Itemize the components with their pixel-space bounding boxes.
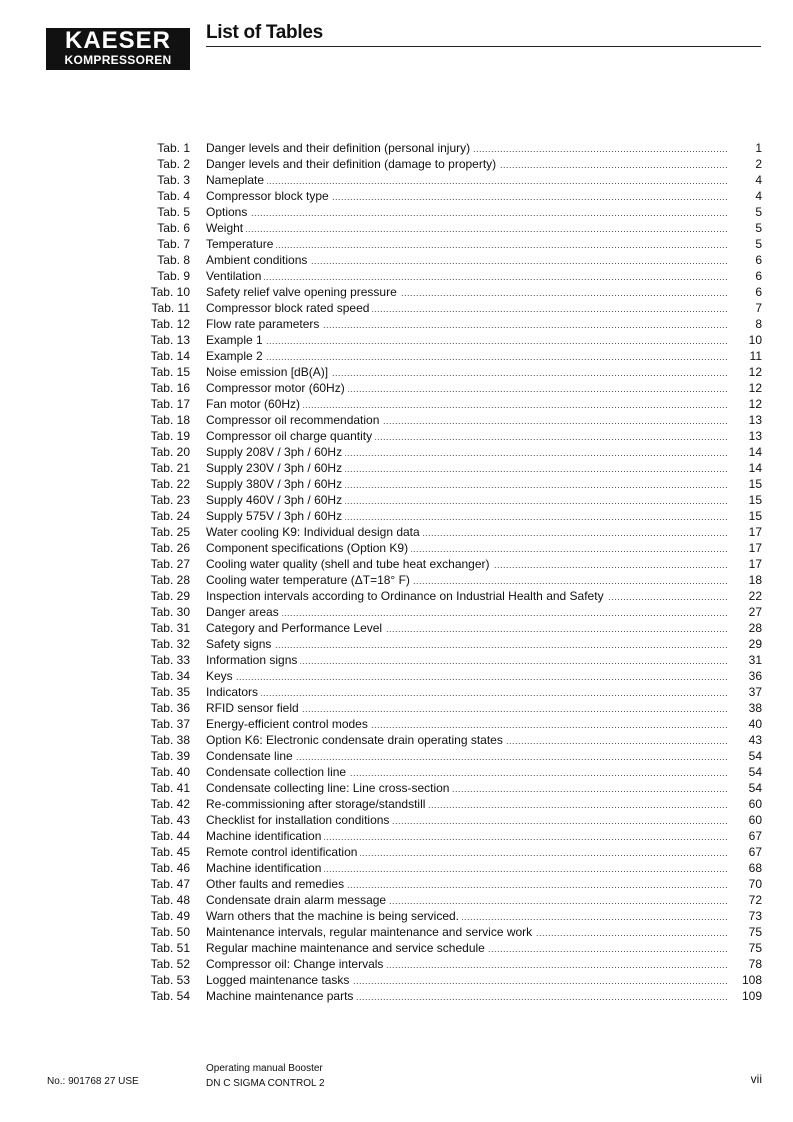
table-title: Ventilation [206,268,264,284]
table-number: Tab. 29 [150,589,190,603]
page-ref: 36 [748,669,762,683]
table-title: Machine identification [206,860,324,876]
toc-entry[interactable] [0,236,793,252]
table-number: Tab. 2 [157,157,190,171]
table-title: Other faults and remedies [206,876,347,892]
table-title: Warn others that the machine is being serviced. [206,908,462,924]
toc-entry[interactable] [0,700,793,716]
toc-entry[interactable] [0,316,793,332]
toc-entry[interactable] [0,508,793,524]
toc-entry[interactable] [0,188,793,204]
table-number: Tab. 43 [150,813,190,827]
toc-entry[interactable] [0,156,793,172]
table-title: Regular machine maintenance and service schedule [206,940,488,956]
page-ref: 15 [748,509,762,523]
toc-entry[interactable] [0,748,793,764]
table-title: Danger areas [206,604,282,620]
toc-entry[interactable] [0,972,793,988]
page-ref: 40 [748,717,762,731]
table-number: Tab. 36 [150,701,190,715]
table-title: Information signs [206,652,300,668]
page-ref: 109 [741,989,762,1003]
page-number: vii [750,1072,762,1086]
page-ref: 7 [755,301,762,315]
toc-entry[interactable] [0,684,793,700]
table-number: Tab. 38 [150,733,190,747]
page-ref: 68 [748,861,762,875]
table-number: Tab. 7 [157,237,190,251]
table-title: Water cooling K9: Individual design data [206,524,423,540]
toc-entry[interactable] [0,412,793,428]
document-number: No.: 901768 27 USE [47,1076,139,1087]
table-number: Tab. 34 [150,669,190,683]
page-ref: 15 [748,477,762,491]
toc-entry[interactable] [0,796,793,812]
logo-subline: KOMPRESSOREN [64,53,172,67]
table-number: Tab. 4 [157,189,190,203]
manual-info [206,1061,325,1091]
table-title: Condensate line [206,748,296,764]
table-number: Tab. 23 [150,493,190,507]
page-ref: 27 [748,605,762,619]
table-title: Nameplate [206,172,267,188]
page-ref: 15 [748,493,762,507]
page-ref: 43 [748,733,762,747]
toc-entry[interactable] [0,140,793,156]
table-number: Tab. 41 [150,781,190,795]
page-ref: 31 [748,653,762,667]
table-number: Tab. 51 [150,941,190,955]
page-ref: 12 [748,397,762,411]
page-ref: 13 [748,429,762,443]
toc-entry[interactable] [0,988,793,1004]
table-number: Tab. 47 [150,877,190,891]
table-number: Tab. 5 [157,205,190,219]
table-number: Tab. 26 [150,541,190,555]
page-ref: 5 [755,237,762,251]
table-number: Tab. 53 [150,973,190,987]
page-ref: 6 [755,253,762,267]
toc-entry[interactable] [0,204,793,220]
page-ref: 5 [755,205,762,219]
table-number: Tab. 24 [150,509,190,523]
table-number: Tab. 39 [150,749,190,763]
toc-entry[interactable] [0,604,793,620]
toc-entry[interactable] [0,652,793,668]
page-ref: 6 [755,285,762,299]
dot-leader [206,604,728,621]
page-ref: 5 [755,221,762,235]
page-ref: 17 [748,557,762,571]
page-ref: 70 [748,877,762,891]
table-title: Logged maintenance tasks [206,972,352,988]
table-number: Tab. 6 [157,221,190,235]
toc-entry[interactable] [0,268,793,284]
table-number: Tab. 49 [150,909,190,923]
table-number: Tab. 35 [150,685,190,699]
page-ref: 108 [741,973,762,987]
toc-entry[interactable] [0,940,793,956]
page-ref: 73 [748,909,762,923]
table-title: Category and Performance Level [206,620,385,636]
page-ref: 18 [748,573,762,587]
table-title: Supply 460V / 3ph / 60Hz [206,492,345,508]
toc-entry[interactable] [0,284,793,300]
table-number: Tab. 11 [151,301,190,315]
table-number: Tab. 12 [150,317,190,331]
page-ref: 6 [755,269,762,283]
table-title: Condensate drain alarm message [206,892,389,908]
page-ref: 10 [748,333,762,347]
page-ref: 72 [748,893,762,907]
table-title: Ambient conditions [206,252,310,268]
table-title: Cooling water quality (shell and tube heat exchanger) [206,556,493,572]
toc-entry[interactable] [0,716,793,732]
table-title: Machine identification [206,828,324,844]
page-ref: 60 [748,797,762,811]
table-title: Safety relief valve opening pressure [206,284,400,300]
manual-model: DN C SIGMA CONTROL 2 [206,1078,325,1089]
toc-entry[interactable] [0,924,793,940]
table-number: Tab. 48 [150,893,190,907]
page-ref: 75 [748,925,762,939]
dot-leader [206,268,728,285]
toc-entry[interactable] [0,364,793,380]
page-ref: 17 [748,541,762,555]
page-ref: 4 [755,189,762,203]
toc-entry[interactable] [0,844,793,860]
table-number: Tab. 54 [150,989,190,1003]
page-ref: 12 [748,365,762,379]
toc-entry[interactable] [0,428,793,444]
toc-entry[interactable] [0,828,793,844]
dot-leader [206,332,728,349]
table-title: Machine maintenance parts [206,988,356,1004]
table-number: Tab. 46 [150,861,190,875]
toc-entry[interactable] [0,172,793,188]
table-title: Compressor oil: Change intervals [206,956,386,972]
toc-entry[interactable] [0,476,793,492]
page-ref: 54 [748,749,762,763]
table-number: Tab. 45 [150,845,190,859]
page-ref: 11 [749,349,762,363]
table-number: Tab. 52 [150,957,190,971]
table-title: Supply 575V / 3ph / 60Hz [206,508,345,524]
page-ref: 67 [748,829,762,843]
table-number: Tab. 27 [150,557,190,571]
toc-entry[interactable] [0,460,793,476]
title-divider [206,46,761,47]
table-number: Tab. 44 [150,829,190,843]
table-number: Tab. 32 [150,637,190,651]
table-title: RFID sensor field [206,700,302,716]
table-title: Keys [206,668,236,684]
table-title: Temperature [206,236,276,252]
table-title: Condensate collecting line: Line cross-section [206,780,452,796]
toc-entry[interactable] [0,620,793,636]
table-number: Tab. 19 [150,429,190,443]
toc-entry[interactable] [0,668,793,684]
toc-entry[interactable] [0,492,793,508]
dot-leader [206,636,728,653]
table-title: Flow rate parameters [206,316,322,332]
page-ref: 75 [748,941,762,955]
toc-entry[interactable] [0,956,793,972]
table-number: Tab. 18 [150,413,190,427]
table-title: Energy-efficient control modes [206,716,371,732]
table-title: Example 2 [206,348,266,364]
toc-entry[interactable] [0,572,793,588]
table-title: Maintenance intervals, regular maintenance and service work [206,924,535,940]
dot-leader [206,348,728,365]
dot-leader [206,172,728,189]
table-number: Tab. 16 [150,381,190,395]
toc-entry[interactable] [0,860,793,876]
table-title: Cooling water temperature (ΔT=18° F) [206,572,413,588]
table-title: Compressor motor (60Hz) [206,380,348,396]
table-title: Re-commissioning after storage/standstill [206,796,428,812]
table-title: Indicators [206,684,261,700]
table-number: Tab. 37 [150,717,190,731]
toc-entry[interactable] [0,812,793,828]
page-ref: 54 [748,781,762,795]
table-number: Tab. 8 [157,253,190,267]
dot-leader [206,668,728,685]
page-ref: 54 [748,765,762,779]
table-title: Compressor oil recommendation [206,412,382,428]
toc-entry[interactable] [0,636,793,652]
page-ref: 14 [748,445,762,459]
table-number: Tab. 10 [150,285,190,299]
table-title: Component specifications (Option K9) [206,540,411,556]
manual-title: Operating manual Booster [206,1063,323,1074]
table-title: Checklist for installation conditions [206,812,392,828]
page-ref: 12 [748,381,762,395]
table-title: Condensate collection line [206,764,349,780]
table-title: Option K6: Electronic condensate drain operating states [206,732,506,748]
toc-entry[interactable] [0,444,793,460]
toc-entry[interactable] [0,892,793,908]
table-title: Fan motor (60Hz) [206,396,303,412]
toc-entry[interactable] [0,732,793,748]
page-ref: 22 [748,589,762,603]
dot-leader [206,236,728,253]
page-ref: 78 [748,957,762,971]
page-title: List of Tables [206,22,323,43]
toc-entry[interactable] [0,556,793,572]
table-number: Tab. 20 [150,445,190,459]
table-number: Tab. 13 [150,333,190,347]
dot-leader [206,684,728,701]
dot-leader [206,220,728,237]
table-title: Inspection intervals according to Ordinance on Industrial Health and Safety [206,588,607,604]
toc-entry[interactable] [0,908,793,924]
table-number: Tab. 17 [150,397,190,411]
table-number: Tab. 9 [157,269,190,283]
page-ref: 2 [755,157,762,171]
table-number: Tab. 40 [150,765,190,779]
table-number: Tab. 31 [150,621,190,635]
page-ref: 8 [755,317,762,331]
toc-entry[interactable] [0,588,793,604]
table-number: Tab. 25 [150,525,190,539]
toc-entry[interactable] [0,780,793,796]
table-number: Tab. 28 [150,573,190,587]
table-title: Compressor block rated speed [206,300,372,316]
table-title: Danger levels and their definition (personal injury) [206,140,473,156]
toc-entry[interactable] [0,396,793,412]
page-ref: 29 [748,637,762,651]
table-number: Tab. 42 [150,797,190,811]
toc-entry[interactable] [0,252,793,268]
toc-entry[interactable] [0,540,793,556]
dot-leader [206,204,728,221]
logo-wordmark: KAESER [64,27,172,54]
table-number: Tab. 15 [150,365,190,379]
toc-entry[interactable] [0,380,793,396]
table-title: Danger levels and their definition (damage to property) [206,156,499,172]
page-ref: 37 [748,685,762,699]
toc-entry[interactable] [0,524,793,540]
page-ref: 1 [755,141,762,155]
table-title: Safety signs [206,636,274,652]
table-title: Weight [206,220,246,236]
page-ref: 4 [755,173,762,187]
page-ref: 60 [748,813,762,827]
table-title: Options [206,204,250,220]
table-number: Tab. 30 [150,605,190,619]
page-ref: 17 [748,525,762,539]
page-ref: 14 [748,461,762,475]
table-number: Tab. 22 [150,477,190,491]
toc-entry[interactable] [0,764,793,780]
table-title: Compressor block type [206,188,332,204]
list-of-tables [0,140,793,1004]
table-title: Compressor oil charge quantity [206,428,375,444]
page-ref: 28 [748,621,762,635]
table-number: Tab. 50 [150,925,190,939]
page-ref: 67 [748,845,762,859]
table-number: Tab. 3 [157,173,190,187]
table-title: Remote control identification [206,844,360,860]
toc-entry[interactable] [0,332,793,348]
table-title: Supply 230V / 3ph / 60Hz [206,460,345,476]
page-ref: 38 [748,701,762,715]
table-number: Tab. 33 [150,653,190,667]
table-title: Supply 208V / 3ph / 60Hz [206,444,345,460]
table-number: Tab. 14 [150,349,190,363]
toc-entry[interactable] [0,300,793,316]
toc-entry[interactable] [0,876,793,892]
kaeser-logo [46,28,190,70]
table-title: Noise emission [dB(A)] [206,364,331,380]
toc-entry[interactable] [0,220,793,236]
table-title: Supply 380V / 3ph / 60Hz [206,476,345,492]
table-number: Tab. 1 [157,141,190,155]
page-ref: 13 [748,413,762,427]
table-number: Tab. 21 [150,461,190,475]
table-title: Example 1 [206,332,266,348]
toc-entry[interactable] [0,348,793,364]
